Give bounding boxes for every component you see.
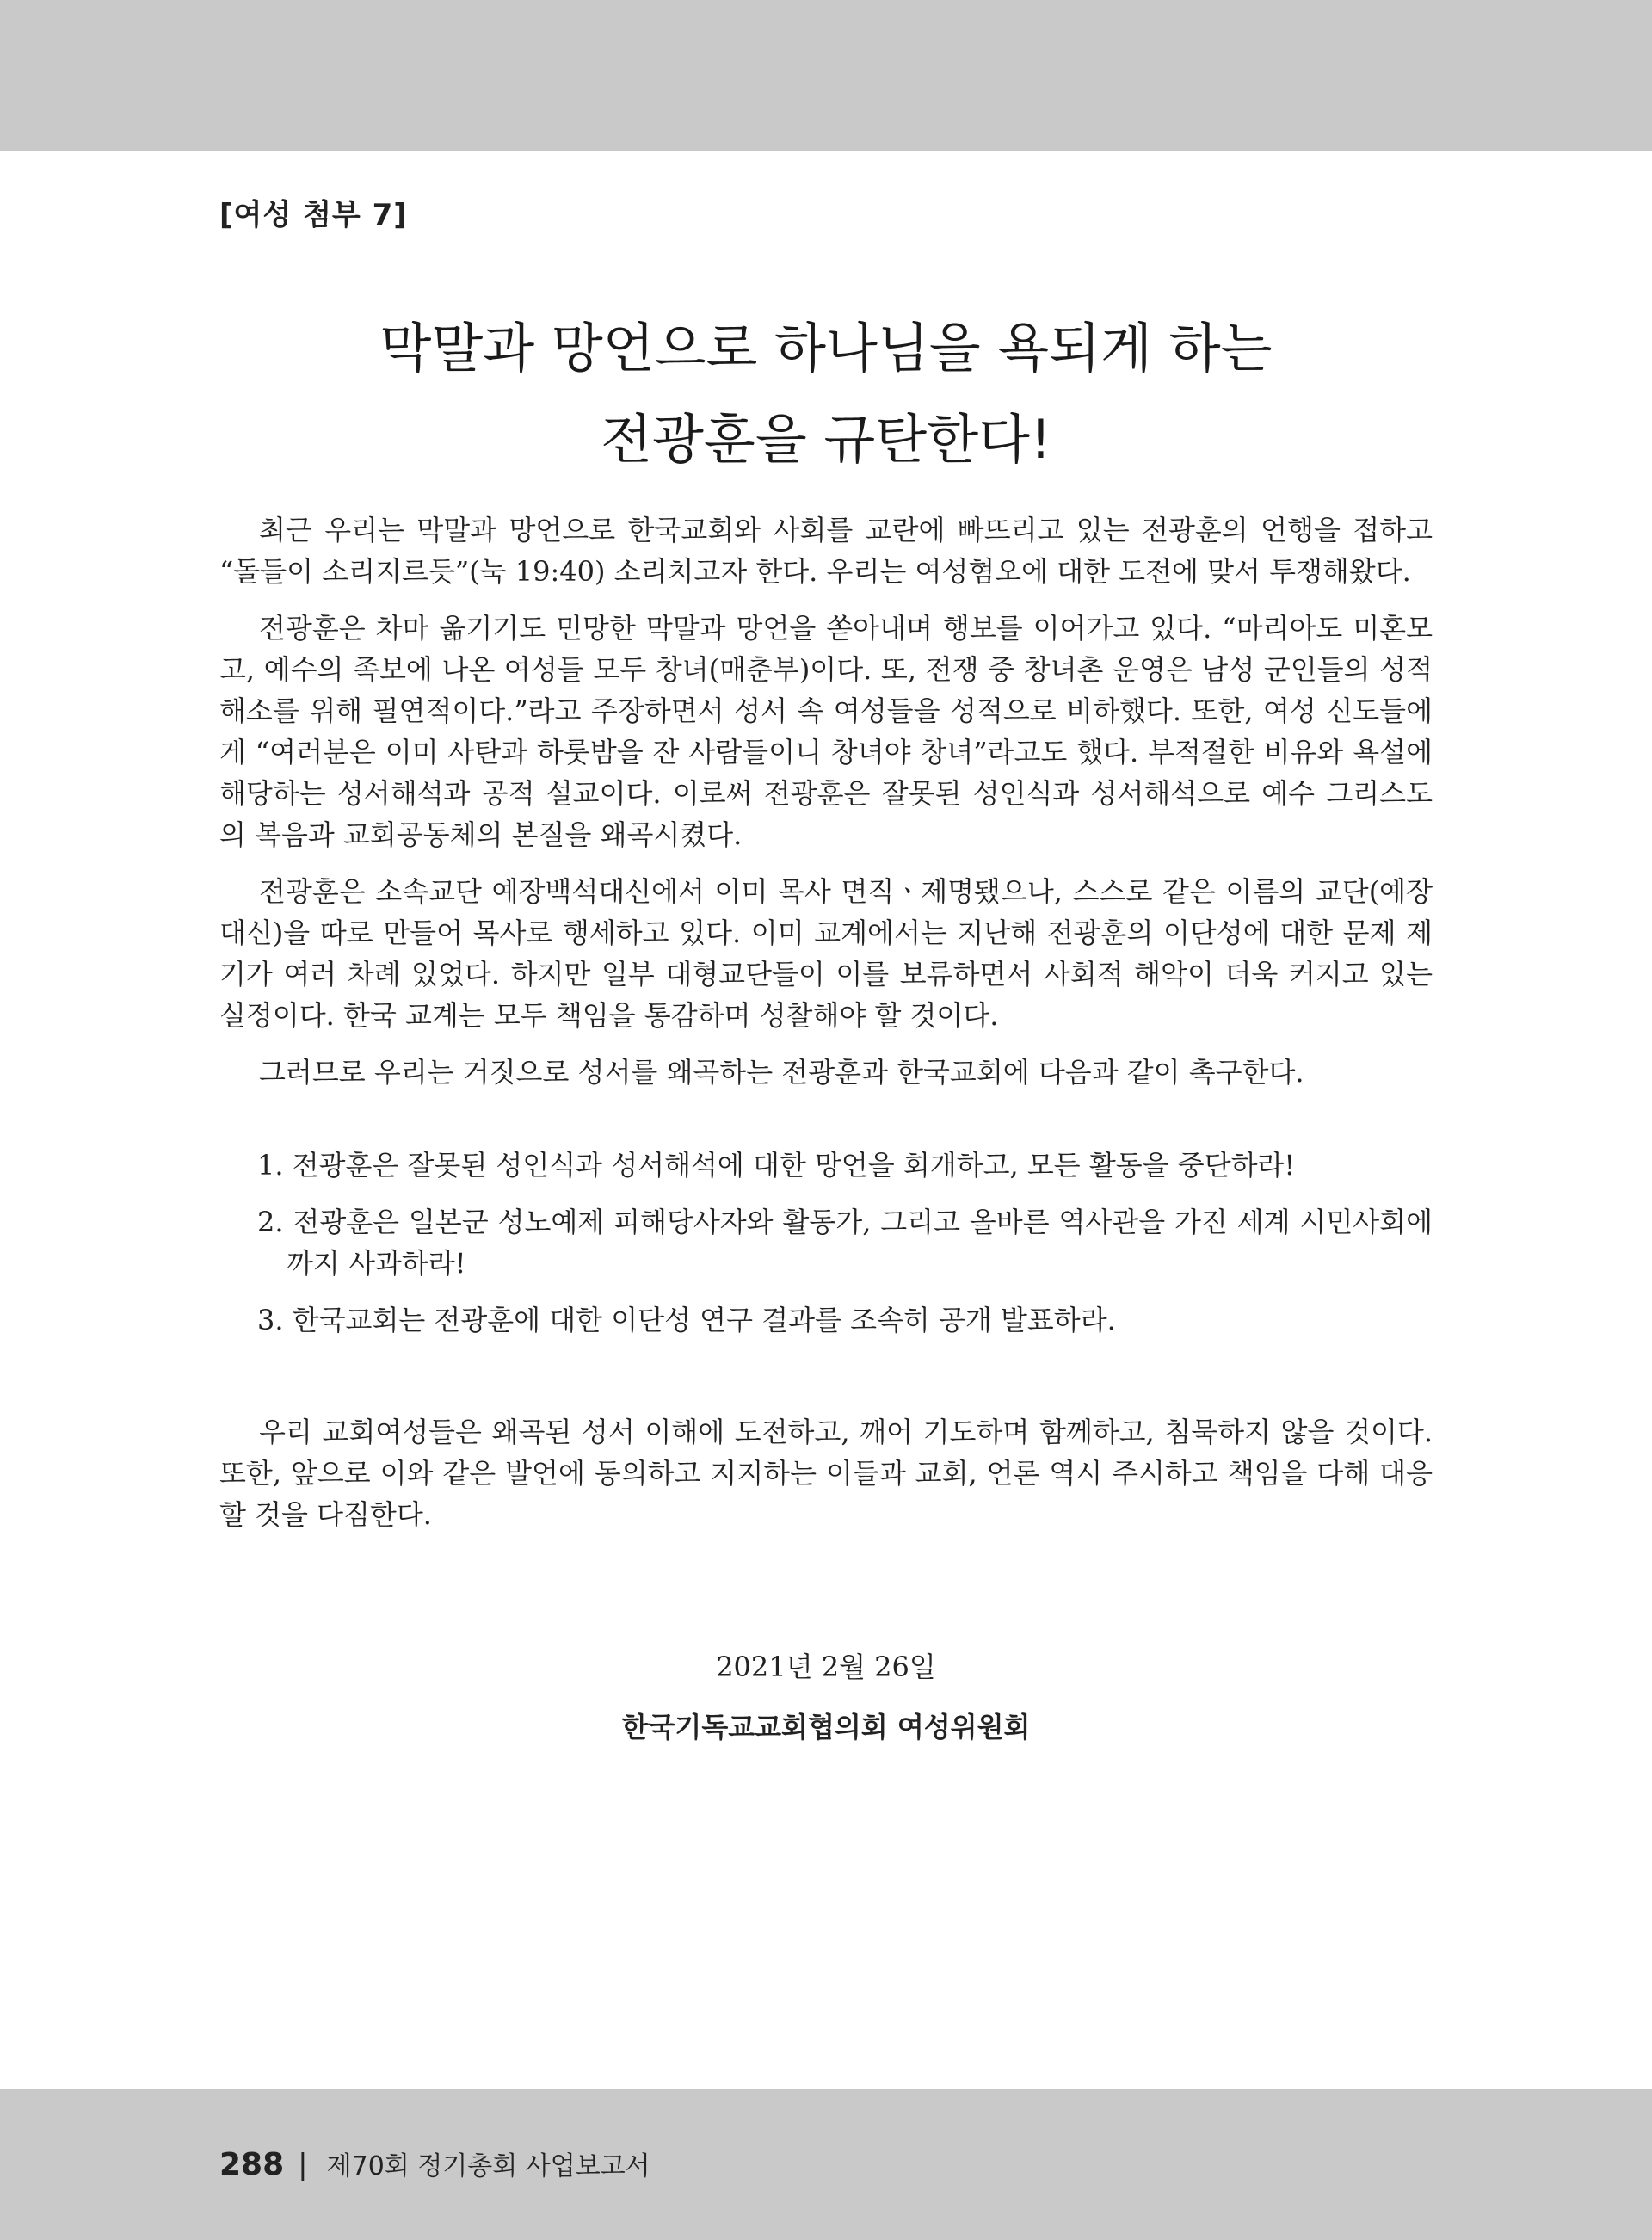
paragraph-remarks: 전광훈은 차마 옮기기도 민망한 막말과 망언을 쏟아내며 행보를 이어가고 있다. “마리아도 미혼모고, 예수의 족보에 나온 여성들 모두 창녀(매춘부)이다. 또, 전쟁 중 창녀촌 운영은 남성 군인들의 성적 해소를 위해 필연적이다.”라고 주장하면서 성서 속 여성들을 성적으로 비하했다. 또한, 여성 신도들에게 “여러분은 이미 사탄과 하룻밤을 잔 사람들이니 창녀야 창녀”라고도 했다. 부적절한 비유와 욕설에 해당하는 성서해석과 공적 설교이다. 이로써 전광훈은 잘못된 성인식과 성서해석으로 예수 그리스도의 복음과 교회공동체의 본질을 왜곡시켰다. — [219, 612, 1433, 851]
page-number: 288 — [219, 2147, 285, 2182]
footer-separator: | — [298, 2148, 308, 2182]
title-line-2: 전광훈을 규탄한다! — [601, 408, 1051, 471]
page-footer — [219, 2144, 650, 2182]
signature-date: 2021년 2월 26일 — [716, 1651, 936, 1683]
document-body — [219, 509, 1433, 1551]
signature-organization: 한국기독교교회협의회 여성위원회 — [621, 1711, 1031, 1743]
demands-list — [219, 1145, 1433, 1341]
document-title — [0, 303, 1652, 485]
paragraph-intro: 최근 우리는 막말과 망언으로 한국교회와 사회를 교란에 빠뜨리고 있는 전광훈의 언행을 접하고 “돌들이 소리지르듯”(눅 19:40) 소리치고자 한다. 우리는 여성혐오에 대한 도전에 맞서 투쟁해왔다. — [219, 514, 1433, 588]
paragraph-denomination: 전광훈은 소속교단 예장백석대신에서 이미 목사 면직ㆍ제명됐으나, 스스로 같은 이름의 교단(예장 대신)을 따로 만들어 목사로 행세하고 있다. 이미 교계에서는 지난해 전광훈의 이단성에 대한 문제 제기가 여러 차례 있었다. 하지만 일부 대형교단들이 이를 보류하면서 사회적 해악이 더욱 커지고 있는 실정이다. 한국 교계는 모두 책임을 통감하며 성찰해야 할 것이다. — [219, 875, 1433, 1032]
report-title: 제70회 정기총회 사업보고서 — [326, 2151, 650, 2181]
demand-item: 3. 한국교회는 전광훈에 대한 이단성 연구 결과를 조속히 공개 발표하라. — [257, 1304, 1116, 1336]
title-line-1: 막말과 망언으로 하나님을 욕되게 하는 — [379, 317, 1273, 380]
paragraph-closing: 우리 교회여성들은 왜곡된 성서 이해에 도전하고, 깨어 기도하며 함께하고, 침묵하지 않을 것이다. 또한, 앞으로 이와 같은 발언에 동의하고 지지하는 이들과 교회, 언론 역시 주시하고 책임을 다해 대응할 것을 다짐한다. — [219, 1416, 1433, 1531]
demand-item: 2. 전광훈은 일본군 성노예제 피해당사자와 활동가, 그리고 올바른 역사관을 가진 세계 시민사회에까지 사과하라! — [257, 1206, 1433, 1280]
demand-item: 1. 전광훈은 잘못된 성인식과 성서해석에 대한 망언을 회개하고, 모든 활동을 중단하라! — [257, 1149, 1296, 1182]
paragraph-demand-intro: 그러므로 우리는 거짓으로 성서를 왜곡하는 전광훈과 한국교회에 다음과 같이 촉구한다. — [259, 1056, 1304, 1089]
attachment-label: [여성 첨부 7] — [219, 198, 408, 232]
header-band — [0, 0, 1652, 151]
